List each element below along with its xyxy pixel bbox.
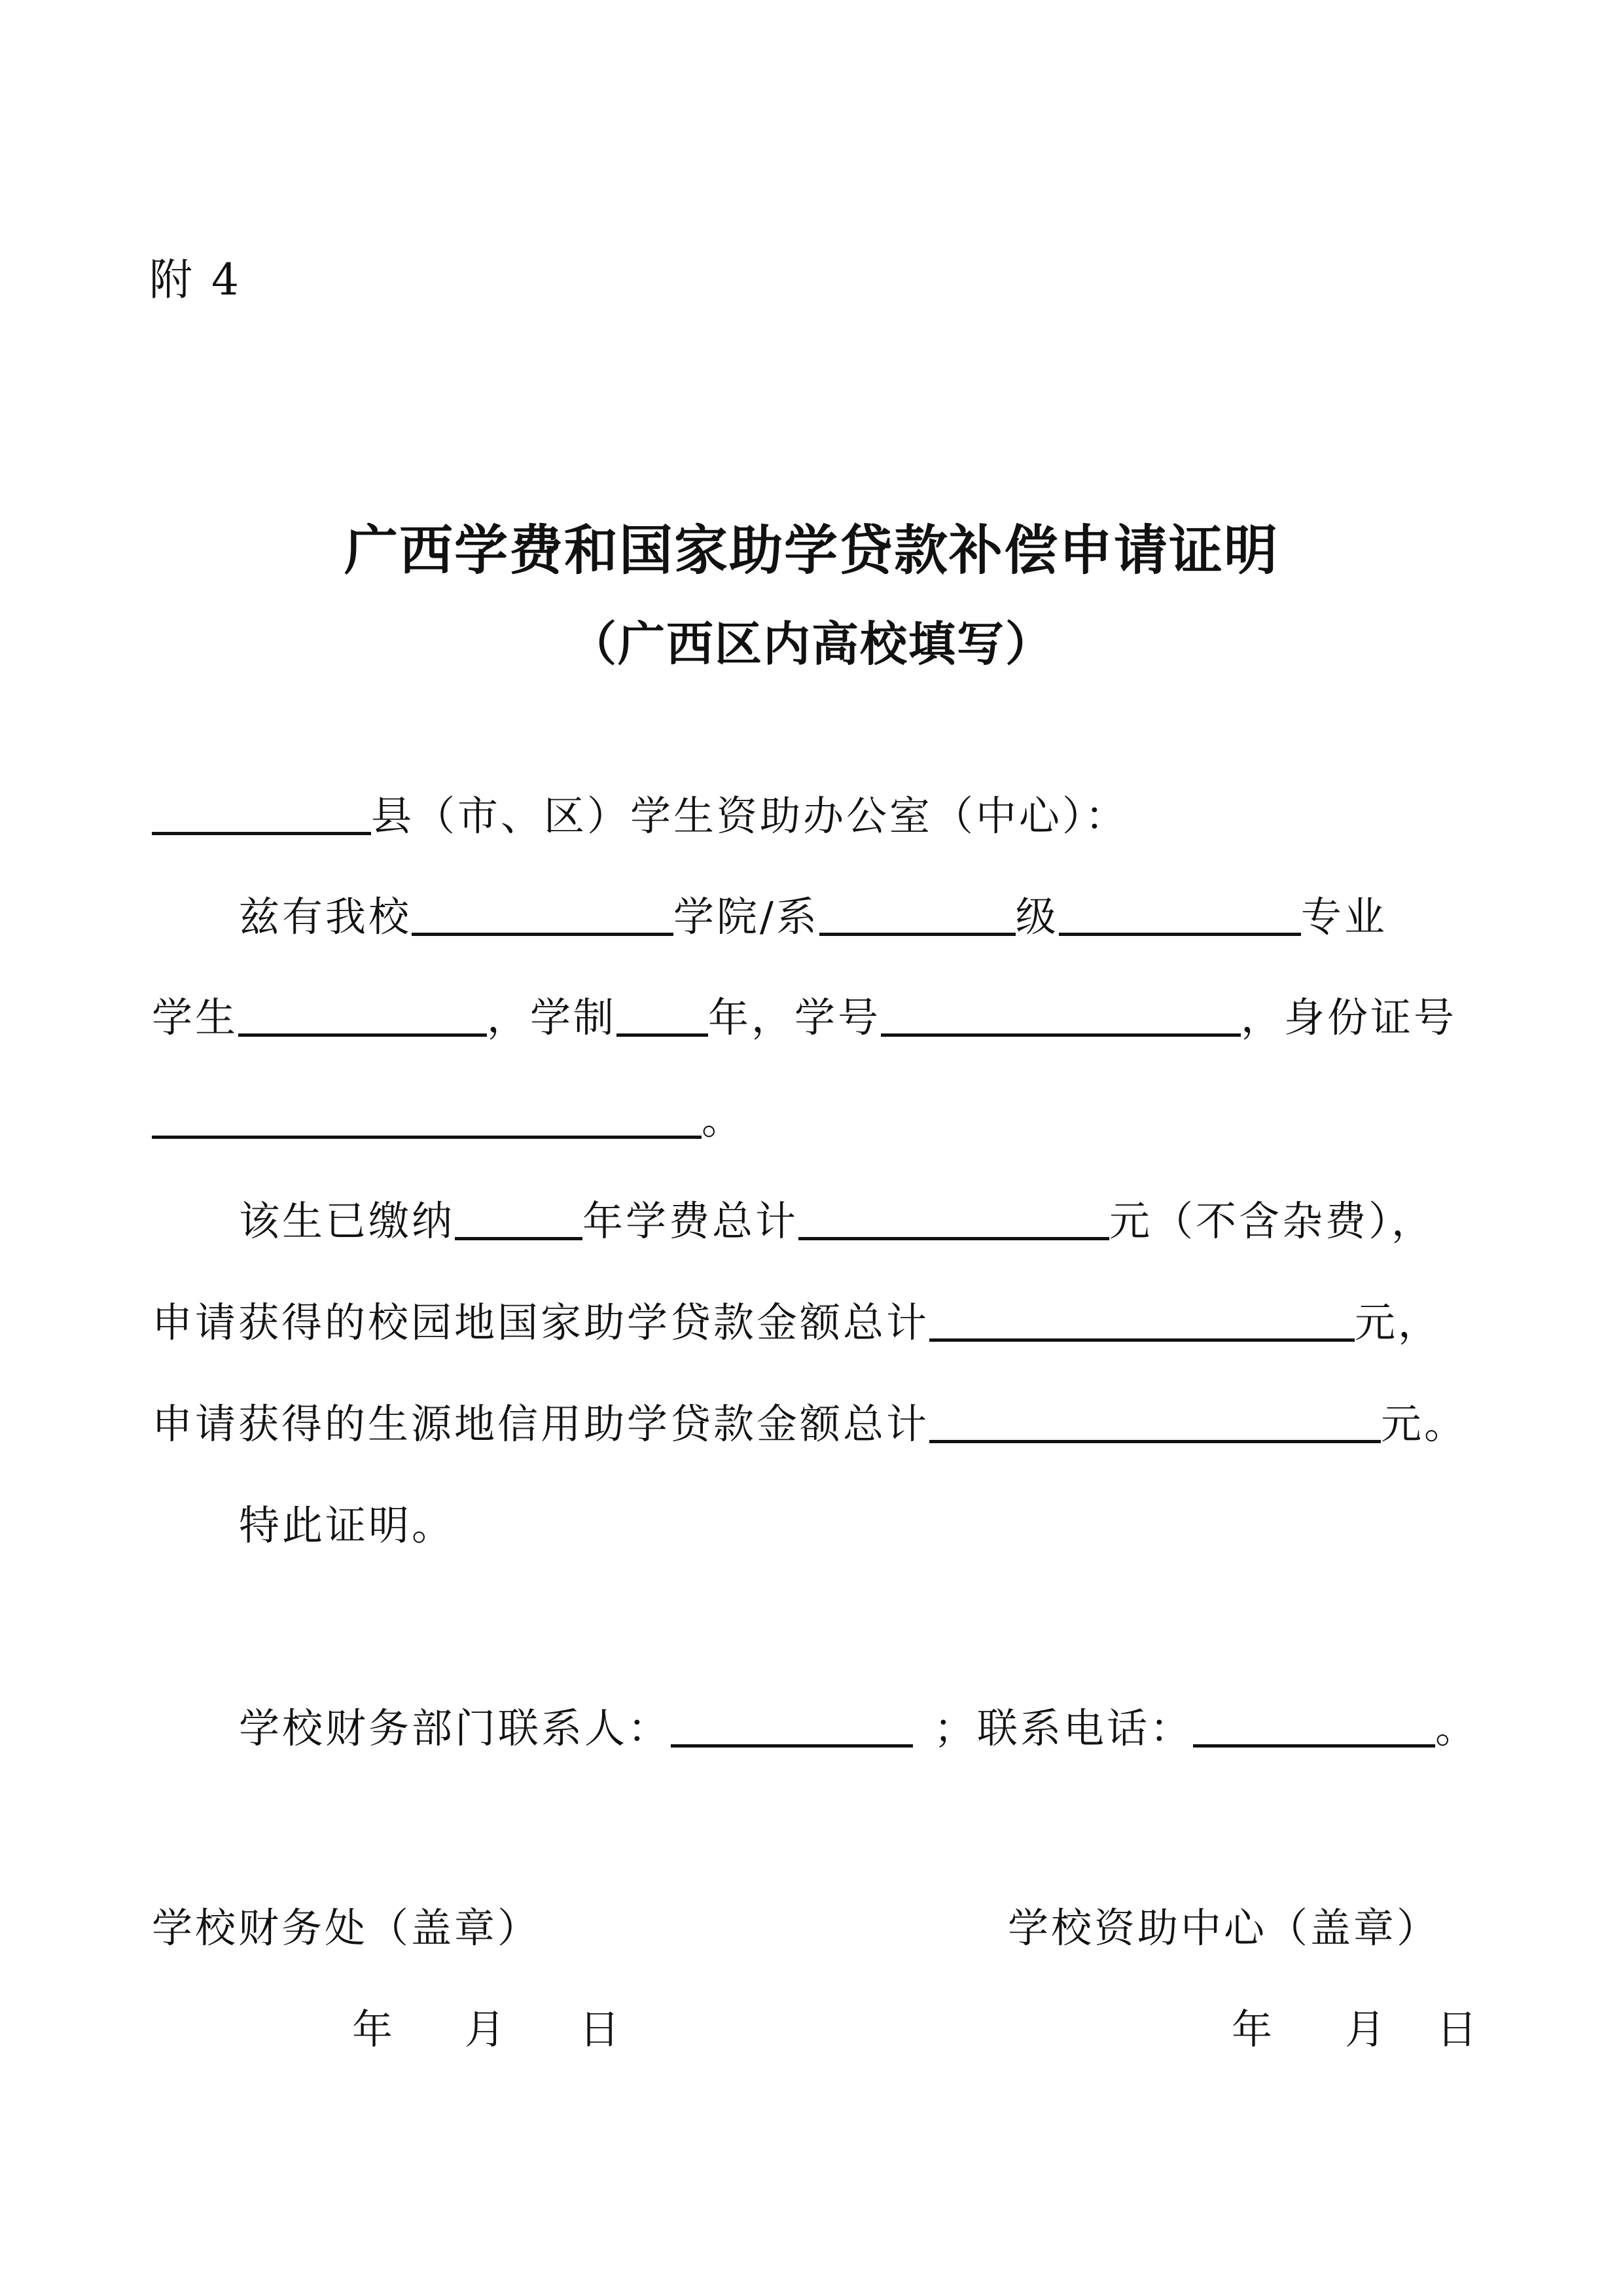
contact-end: 。 — [1435, 1704, 1479, 1752]
tuition-total-label: 年学费总计 — [582, 1197, 799, 1245]
contact-line — [239, 1704, 1479, 1752]
major-label: 专业 — [1300, 893, 1387, 941]
id-card-end: 。 — [702, 1096, 745, 1143]
date-left-year: 年 — [352, 2005, 396, 2053]
tuition-line — [239, 1197, 1435, 1245]
origin-loan-blank[interactable] — [929, 1406, 1381, 1443]
tuition-unit: 元（不含杂费）， — [1109, 1197, 1435, 1245]
student-school-line — [239, 893, 1387, 941]
college-blank[interactable] — [412, 899, 673, 936]
tuition-paid-label: 该生已缴纳 — [239, 1197, 455, 1245]
id-card-label: ，身份证号 — [1241, 994, 1457, 1041]
duration-blank[interactable] — [616, 999, 708, 1037]
document-subtitle: （广西区内高校填写） — [569, 616, 1054, 672]
addressee-line — [152, 792, 1129, 840]
date-right-year: 年 — [1232, 2005, 1275, 2053]
finance-office-seal: 学校财务处（盖章） — [152, 1904, 541, 1952]
student-id-label: 年，学号 — [708, 994, 882, 1041]
origin-loan-label: 申请获得的生源地信用助学贷款金额总计 — [152, 1400, 930, 1448]
date-left-day: 日 — [579, 2005, 623, 2053]
origin-loan-line — [152, 1400, 1468, 1448]
campus-loan-blank[interactable] — [929, 1304, 1355, 1342]
student-name-blank[interactable] — [238, 999, 487, 1037]
student-id-blank[interactable] — [881, 999, 1241, 1037]
school-intro-text: 兹有我校 — [239, 893, 412, 941]
grade-label: 级 — [1015, 893, 1059, 941]
addressee-text: 县（市、区）学生资助办公室（中心）： — [371, 792, 1129, 840]
id-card-blank[interactable] — [152, 1102, 702, 1139]
aid-center-seal: 学校资助中心（盖章） — [1008, 1904, 1440, 1952]
student-info-line — [152, 994, 1457, 1041]
date-left-month: 月 — [465, 2005, 508, 2053]
contact-phone-blank[interactable] — [1193, 1710, 1435, 1748]
contact-person-label: 学校财务部门联系人： — [239, 1704, 671, 1752]
date-right-month: 月 — [1345, 2005, 1389, 2053]
college-label: 学院/系 — [673, 893, 819, 941]
contact-phone-label: ；联系电话： — [934, 1704, 1194, 1752]
campus-loan-unit: 元， — [1355, 1299, 1442, 1346]
id-card-line — [152, 1096, 745, 1143]
attachment-label: 附 4 — [149, 255, 241, 305]
contact-person-blank[interactable] — [671, 1710, 913, 1748]
student-label: 学生 — [152, 994, 239, 1041]
campus-loan-line — [152, 1299, 1442, 1346]
tuition-total-blank[interactable] — [798, 1203, 1109, 1240]
origin-loan-unit: 元。 — [1381, 1400, 1468, 1448]
years-paid-blank[interactable] — [455, 1203, 582, 1240]
date-right-day: 日 — [1436, 2005, 1480, 2053]
grade-blank[interactable] — [819, 899, 1016, 936]
campus-loan-label: 申请获得的校园地国家助学贷款金额总计 — [152, 1299, 930, 1346]
document-title: 广西学费和国家助学贷款补偿申请证明 — [344, 519, 1279, 582]
duration-label: ，学制 — [487, 994, 617, 1041]
certification-text: 特此证明。 — [239, 1501, 455, 1549]
major-blank[interactable] — [1059, 899, 1301, 936]
county-blank[interactable] — [152, 798, 371, 835]
